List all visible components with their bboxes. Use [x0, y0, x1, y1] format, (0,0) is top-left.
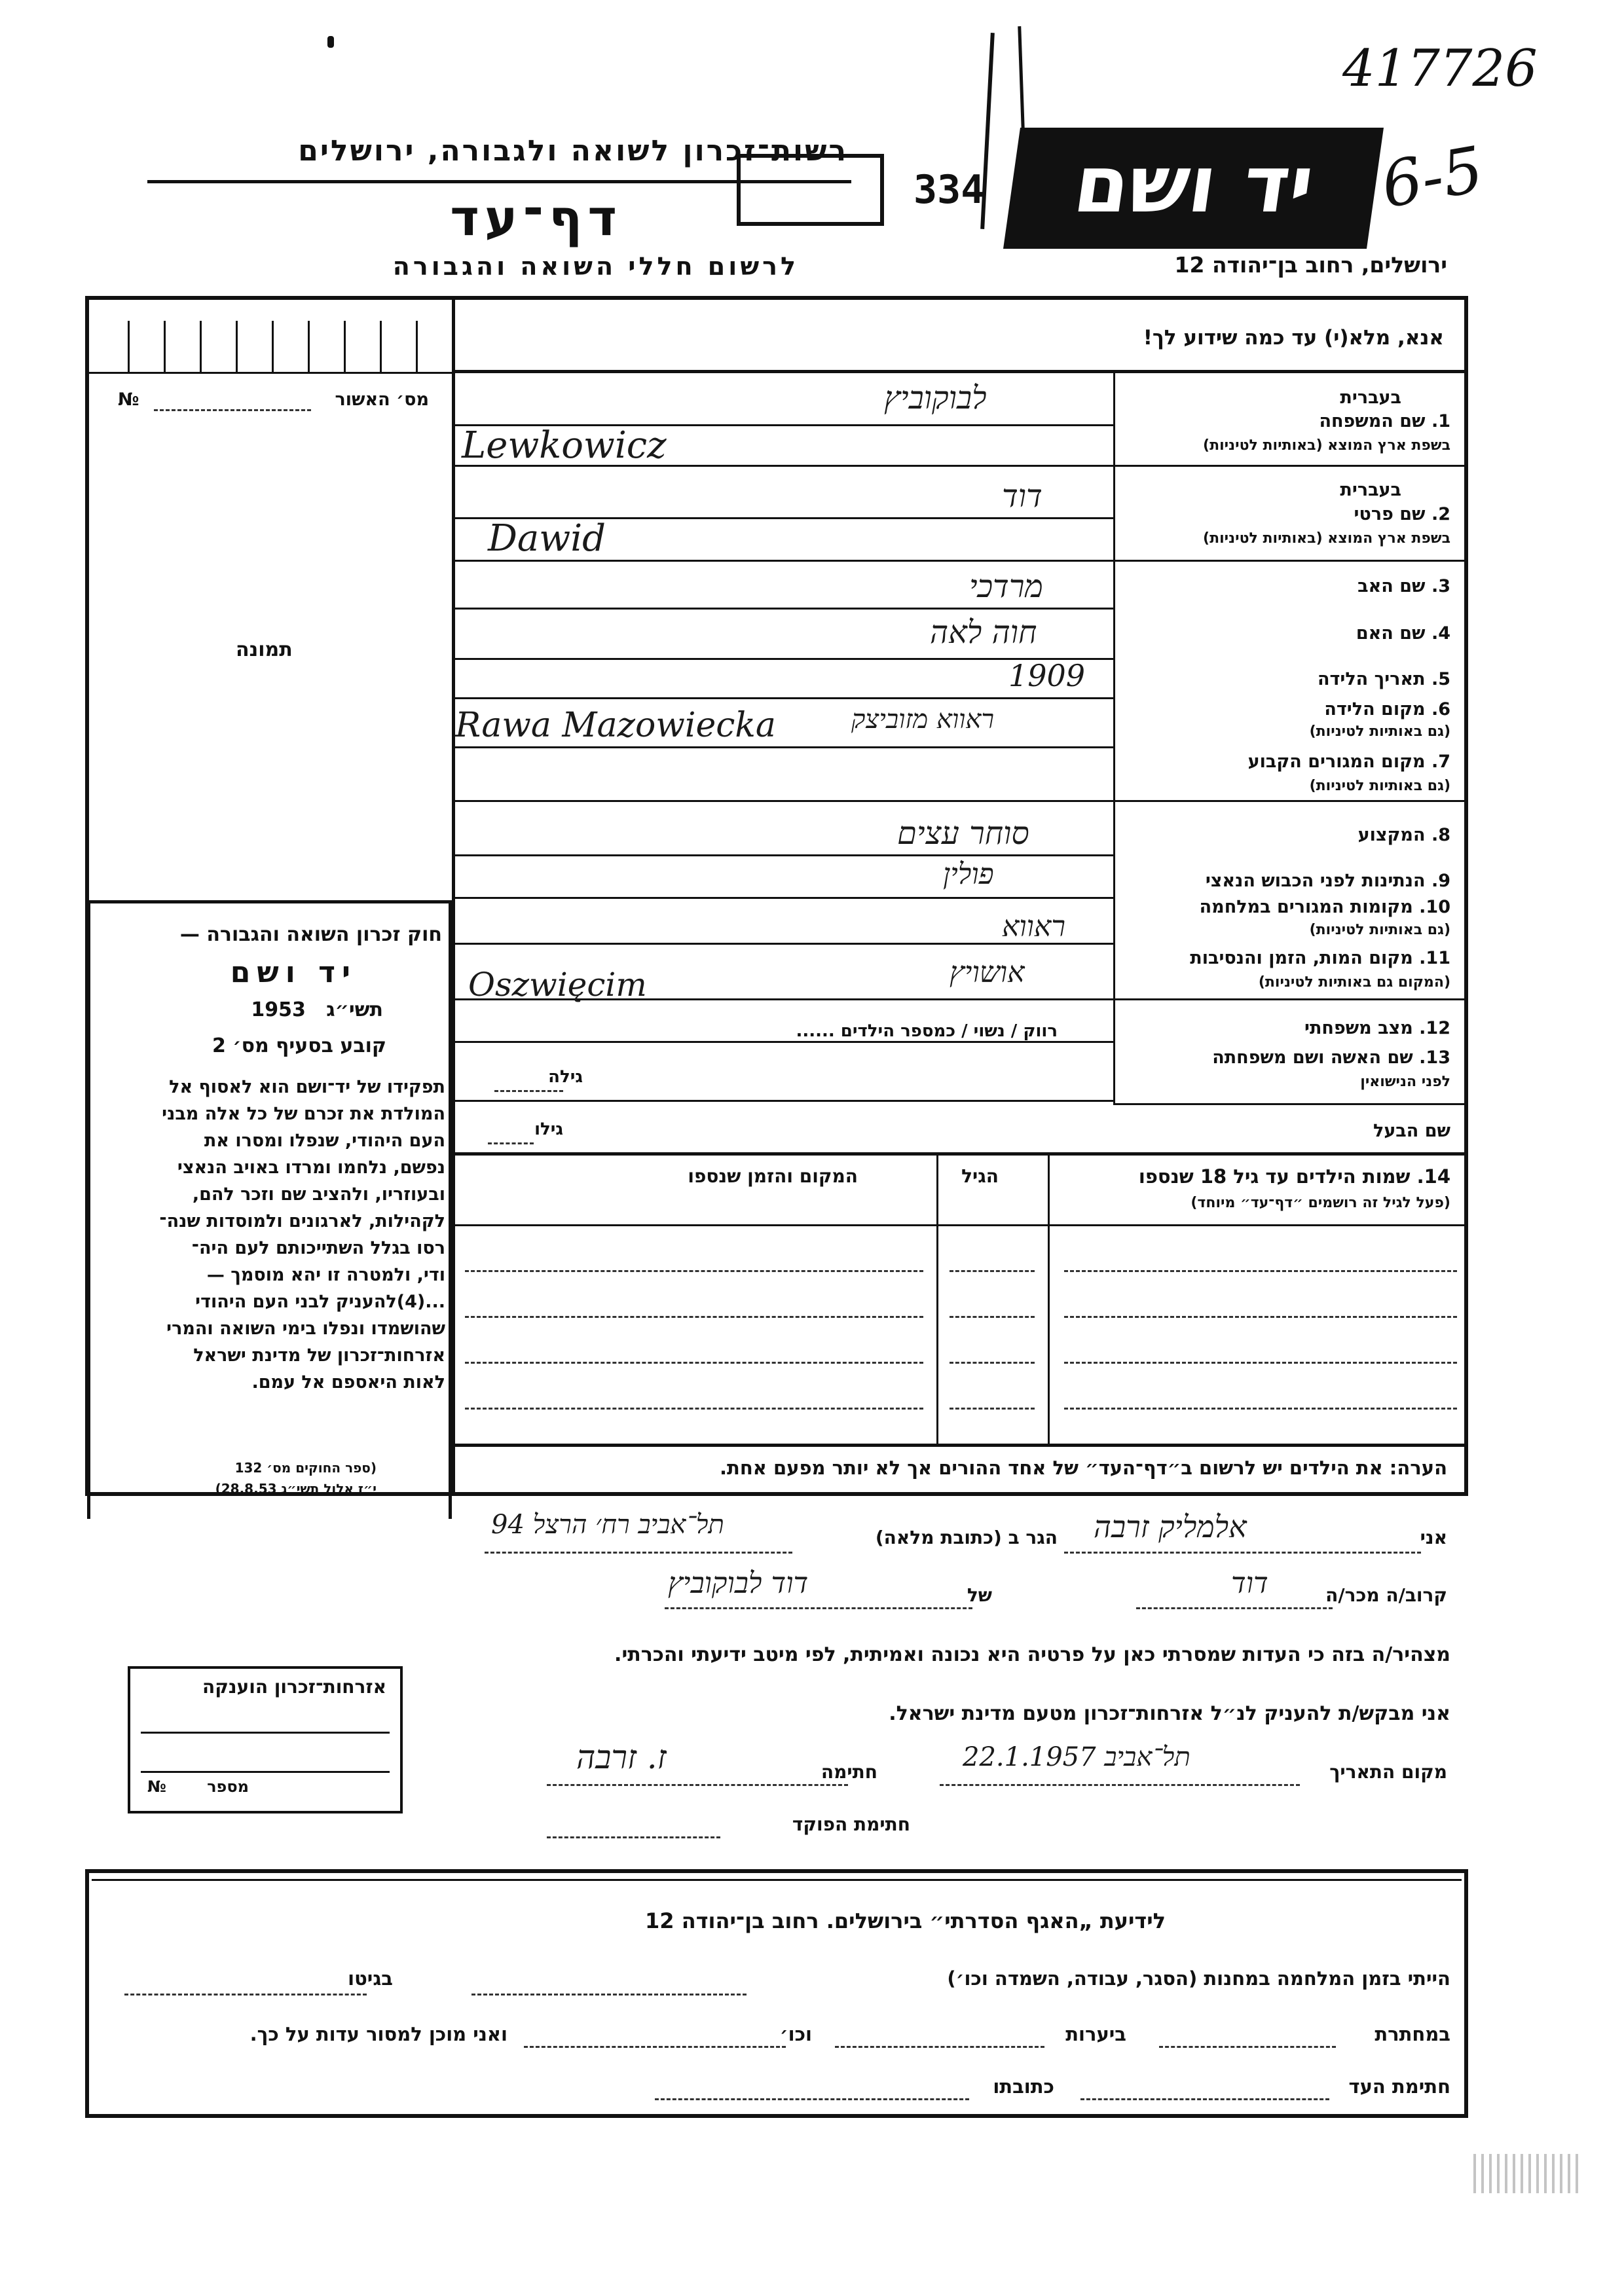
death-place-hebrew-value[interactable]: אושויץ [950, 956, 1025, 989]
scan-noise [1473, 2154, 1578, 2193]
field-father-label [1357, 576, 1450, 596]
field-label: שם המשפחה [1319, 411, 1426, 431]
field-wartime-residence-label [1200, 897, 1450, 917]
witness-signature-label: חתימת העד [1348, 2075, 1450, 2098]
field-surname-label [1319, 411, 1450, 431]
row-line [452, 897, 1113, 899]
cert-tick [128, 321, 130, 372]
form-title: דף־עד [450, 189, 622, 247]
field-sublabel: בשפת ארץ המוצא (באותיות לטיניות) [1203, 530, 1450, 547]
wife-age-line[interactable] [494, 1090, 563, 1092]
birthplace-latin-value[interactable]: Rawa Mazowiecka [455, 706, 776, 745]
relation-label: קרוב/ה מכר/ה [1325, 1584, 1447, 1606]
field-label: שם האשה ושם משפחתה [1212, 1048, 1413, 1068]
birthplace-hebrew-value[interactable]: ראווא מזוביצק [851, 704, 995, 735]
resides-label: הגר ב (כתובת מלאה) [875, 1527, 1058, 1548]
field-label: שם פרטי [1354, 504, 1426, 524]
children-row[interactable] [950, 1270, 1035, 1272]
children-row[interactable] [1064, 1316, 1457, 1318]
underground-line[interactable] [1159, 2046, 1336, 2048]
field-birthplace-label [1324, 699, 1450, 720]
children-top-line [452, 1152, 1468, 1156]
signature-line[interactable] [547, 1784, 848, 1786]
note-line [452, 1444, 1468, 1447]
children-place-header: המקום והזמן שנספו [688, 1165, 858, 1187]
law-body [105, 1074, 445, 1396]
profession-value[interactable]: סוחר עצים [897, 815, 1029, 852]
witness-signature-line[interactable] [1080, 2098, 1329, 2100]
law-title: חוק זכרון השואה והגבורה — [179, 923, 442, 946]
cert-tick [164, 321, 166, 372]
birthdate-value[interactable]: 1909 [1008, 658, 1086, 693]
submitter-line[interactable] [1064, 1552, 1421, 1554]
row-line [452, 560, 1468, 562]
declaration-request: אני מבקש/ת להעניק לנ״ל אזרחות־זכרון מטעם מדינת ישראל. [889, 1702, 1450, 1725]
photo-label: תמונה [236, 638, 293, 661]
children-row[interactable] [465, 1270, 923, 1272]
law-year [251, 998, 383, 1021]
firstname-latin-value[interactable]: Dawid [488, 517, 606, 560]
hebrew-tag: בעברית [1340, 480, 1401, 500]
hebrew-tag: בעברית [1340, 388, 1401, 408]
row-line [452, 697, 1113, 699]
field-sublabel: (גם באותיות לטיניות) [1309, 922, 1450, 938]
of-line[interactable] [665, 1607, 972, 1609]
field-sublabel: לפני הנישואין [1360, 1074, 1450, 1090]
children-row[interactable] [465, 1408, 923, 1410]
field-number: 11. [1419, 948, 1450, 968]
row-line [452, 800, 1468, 802]
husband-age-label: גילו [534, 1120, 563, 1139]
field-number: 12. [1419, 1018, 1450, 1038]
award-number-label: מספר [207, 1777, 249, 1796]
field-label: המקצוע [1357, 825, 1426, 845]
etc-line[interactable] [524, 2046, 786, 2048]
children-row[interactable] [1064, 1408, 1457, 1410]
place-date-value[interactable]: תל־אביב 22.1.1957 [963, 1742, 1190, 1772]
cert-tick [308, 321, 310, 372]
cert-tick [236, 321, 238, 372]
children-age-header: הגיל [961, 1165, 999, 1187]
row-line [452, 854, 1113, 856]
camps-line[interactable] [471, 1994, 747, 1995]
law-body-line: תפקידו של יד־ושם הוא לאסוף אל [169, 1077, 445, 1097]
husband-age-line[interactable] [488, 1142, 534, 1144]
testimony-offer: ואני מוכן למסור עדות על כך. [249, 2023, 507, 2045]
of-value[interactable]: דוד לבוקוביץ [668, 1567, 809, 1600]
address: ירושלים, רחוב בן־יהודה 12 [1174, 252, 1447, 278]
row-line [452, 608, 1113, 610]
surname-latin-value[interactable]: Lewkowicz [462, 424, 667, 467]
signature-label: חתימה [821, 1761, 877, 1783]
certificate-label: מס׳ האשור [335, 390, 429, 410]
field-label: תאריך הלידה [1317, 669, 1426, 689]
submitter-name[interactable]: אלמליק זרבה [1094, 1509, 1247, 1544]
certificate-line[interactable] [154, 409, 311, 411]
children-row[interactable] [950, 1362, 1035, 1364]
underground-label: במחתרת [1375, 2023, 1450, 2045]
field-mother-label [1356, 623, 1450, 644]
field-number: 1. [1431, 411, 1450, 431]
cert-tick [200, 321, 202, 372]
field-wife-label [1212, 1048, 1450, 1068]
law-body-line: ודי, ולמטרה זו יהא מוסמך — [206, 1265, 445, 1285]
law-clause: קובע בסעיף מס׳ 2 [212, 1034, 386, 1057]
stamp-box [737, 154, 884, 226]
law-year-hebrew: תשי״ג [326, 998, 383, 1021]
field-marital-label [1304, 1018, 1450, 1038]
relation-line[interactable] [1136, 1607, 1333, 1609]
wartime-residence-value[interactable]: ראווא [1002, 910, 1065, 943]
field-sublabel: בשפת ארץ המוצא (באותיות לטיניות) [1203, 437, 1450, 454]
bottom-ghetto-label: בגיטו [348, 1967, 393, 1990]
field-number: 3. [1431, 576, 1450, 596]
field-husband-label: שם הבעל [1373, 1121, 1450, 1141]
field-number: 8. [1431, 825, 1450, 845]
forests-line[interactable] [835, 2046, 1044, 2048]
row-line [1113, 1103, 1468, 1105]
instructions: אנא, מלא(י) עד כמה שידוע לך! [1143, 326, 1444, 350]
children-row[interactable] [950, 1408, 1035, 1410]
form-subtitle: לרשום חללי השואה והגבורה [392, 252, 799, 281]
cert-line [87, 372, 452, 374]
law-body-line: שהושמדו ונפלו בימי השואה והמרי [166, 1319, 445, 1339]
field-label: שם האב [1357, 576, 1426, 596]
relation-value[interactable]: דוד [1231, 1567, 1268, 1600]
address-line[interactable] [485, 1552, 792, 1554]
field-residence-label [1248, 752, 1450, 772]
field-citizenship-label [1206, 871, 1450, 891]
children-col-divider [1048, 1152, 1050, 1447]
award-line [141, 1771, 390, 1773]
instructions-line [452, 370, 1468, 373]
officer-line[interactable] [547, 1836, 720, 1838]
law-year-number: 1953 [251, 998, 306, 1021]
field-number: 9. [1431, 871, 1450, 891]
row-line [452, 1100, 1113, 1102]
field-firstname-label [1354, 504, 1450, 524]
award-title: אזרחות־זכרון הוענקה [202, 1676, 386, 1698]
father-value[interactable]: מרדכי [969, 568, 1043, 605]
field-number: 6. [1431, 699, 1450, 720]
officer-label: חתימת הפוקד [792, 1813, 910, 1835]
witness-address-line[interactable] [655, 2098, 969, 2100]
field-number: 2. [1431, 504, 1450, 524]
me-label: אני [1420, 1527, 1447, 1548]
children-row-line [452, 1224, 1468, 1226]
etc-label: וכו׳ [779, 2023, 812, 2045]
law-footnote: י״ז אלול תשי״ג 28.8.53) [215, 1481, 377, 1497]
field-label: מקום המות, הזמן והנסיבות [1190, 948, 1413, 968]
signature-value[interactable]: ז. זרבה [576, 1738, 667, 1776]
award-number-sign: № [147, 1777, 166, 1796]
firstname-hebrew-value[interactable]: דוד [1002, 478, 1043, 515]
law-name: יד ושם [230, 956, 357, 989]
surname-hebrew-value[interactable]: לבוקוביץ [884, 380, 987, 416]
law-body-line: לאות היאספם אל עמם. [251, 1372, 445, 1393]
field-profession-label [1358, 825, 1450, 845]
field-label: מקום המגורים הקבוע [1247, 752, 1426, 772]
field-number: 5. [1431, 669, 1450, 689]
law-body-line: נפשם, נלחמו ומרדו באויב הנאצי [177, 1157, 445, 1178]
marital-options[interactable]: רווק / נשוי / כמספר הילדים ...... [796, 1021, 1058, 1041]
law-body-line: ובעוזריו, ולהציב שם וזכר להם, [192, 1184, 445, 1205]
field-number: 13. [1419, 1048, 1450, 1068]
note-text: הערה: את הילדים יש לרשום ב״דף־העד״ של אחד ההורים אך לא יותר מפעם אחת. [720, 1457, 1447, 1479]
law-footnote: (ספר החוקים מס׳ 132 [234, 1460, 377, 1476]
field-label: מצב משפחתי [1304, 1018, 1413, 1038]
wife-age-label: גילה [548, 1067, 583, 1087]
field-sublabel: (גם באותיות לטיניות) [1309, 723, 1450, 740]
sheet-mark: 6-5 [1376, 132, 1489, 223]
logo-text: יד ושם [1068, 139, 1320, 230]
citizenship-value[interactable]: פולין [943, 858, 994, 891]
children-col-divider [936, 1152, 938, 1447]
row-line [452, 746, 1113, 748]
field-label: שם האם [1356, 623, 1426, 644]
cert-tick [380, 321, 382, 372]
ghetto-line[interactable] [124, 1994, 367, 1995]
field-birthdate-label [1318, 669, 1450, 689]
address-value[interactable]: תל־אביב רח׳ הרצל 94 [491, 1510, 724, 1540]
bottom-title: לידיעת „האגף הסדרתי״ בירושלים. רחוב בן־יהודה 12 [645, 1908, 1166, 1933]
children-title: 14. שמות הילדים עד גיל 18 שנספו [1138, 1165, 1450, 1188]
field-sublabel: (המקום גם באותיות לטיניות) [1258, 974, 1450, 991]
children-row[interactable] [1064, 1362, 1457, 1364]
field-number: 4. [1431, 623, 1450, 644]
bottom-inner-line [92, 1879, 1462, 1881]
label-column-divider [1113, 370, 1115, 1103]
law-body-line: ...(4)להעניק לבני העם היהודי [195, 1292, 445, 1312]
children-row[interactable] [1064, 1270, 1457, 1272]
field-label: מקום הלידה [1324, 699, 1426, 720]
field-number: 10. [1419, 897, 1450, 917]
scribble-stroke [980, 33, 995, 229]
bottom-line1: הייתי בזמן המלחמה במחנות (הסגר, עבודה, השמדה וכו׳) [947, 1967, 1450, 1990]
cert-tick [416, 321, 418, 372]
field-number: 7. [1431, 752, 1450, 772]
cert-tick [272, 321, 274, 372]
children-row[interactable] [465, 1316, 923, 1318]
law-body-line: אזרחות־זכרון של מדינת ישראל [193, 1345, 445, 1366]
children-row[interactable] [465, 1362, 923, 1364]
law-body-line: המולדת את זכרם של כל אלה מבני [162, 1104, 445, 1124]
of-label: של [967, 1584, 992, 1606]
field-sublabel: (גם באותיות לטיניות) [1309, 778, 1450, 794]
forests-label: ביערות [1065, 2023, 1126, 2045]
archive-number: 417726 [1342, 39, 1538, 98]
institution-name: רשות־זכרון לשואה ולגבורה, ירושלים [298, 134, 848, 168]
mother-value[interactable]: חוה לאה [930, 614, 1037, 651]
certificate-no-sign: № [118, 390, 139, 410]
cert-tick [344, 321, 346, 372]
children-row[interactable] [950, 1316, 1035, 1318]
field-death-label [1190, 948, 1450, 968]
row-line [452, 1041, 1113, 1043]
declaration-statement: מצהיר/ה בזה כי העדות שמסרתי כאן על פרטיה היא נכונה ואמיתית, לפי מיטב ידיעתי והכרתי. [614, 1643, 1450, 1666]
yad-vashem-logo [1003, 128, 1384, 249]
children-subtitle: (פעל לגיל זה רושמים ״דף־עד״ מיוחד) [1190, 1195, 1450, 1211]
law-body-line: העם היהודי, שנפלו ומסרו את [204, 1131, 445, 1151]
field-label: הנתינות לפני הכבוש הנאצי [1205, 871, 1426, 891]
witness-address-label: כתובתו [993, 2075, 1054, 2098]
award-line [141, 1732, 390, 1734]
place-date-line[interactable] [940, 1784, 1300, 1786]
place-date-label: מקום התאריך [1329, 1761, 1447, 1783]
law-body-line: רסו בגלל השתייכותם לעם היה־ [191, 1238, 445, 1258]
dot-mark [327, 36, 334, 48]
stamp-number: 334 [913, 167, 985, 213]
law-body-line: לקהילות, לארגונים ולמוסדות שנה־ [159, 1211, 445, 1231]
field-label: מקומות המגורים במלחמה [1199, 897, 1413, 917]
death-place-latin-value[interactable]: Oszwięcim [468, 966, 647, 1004]
